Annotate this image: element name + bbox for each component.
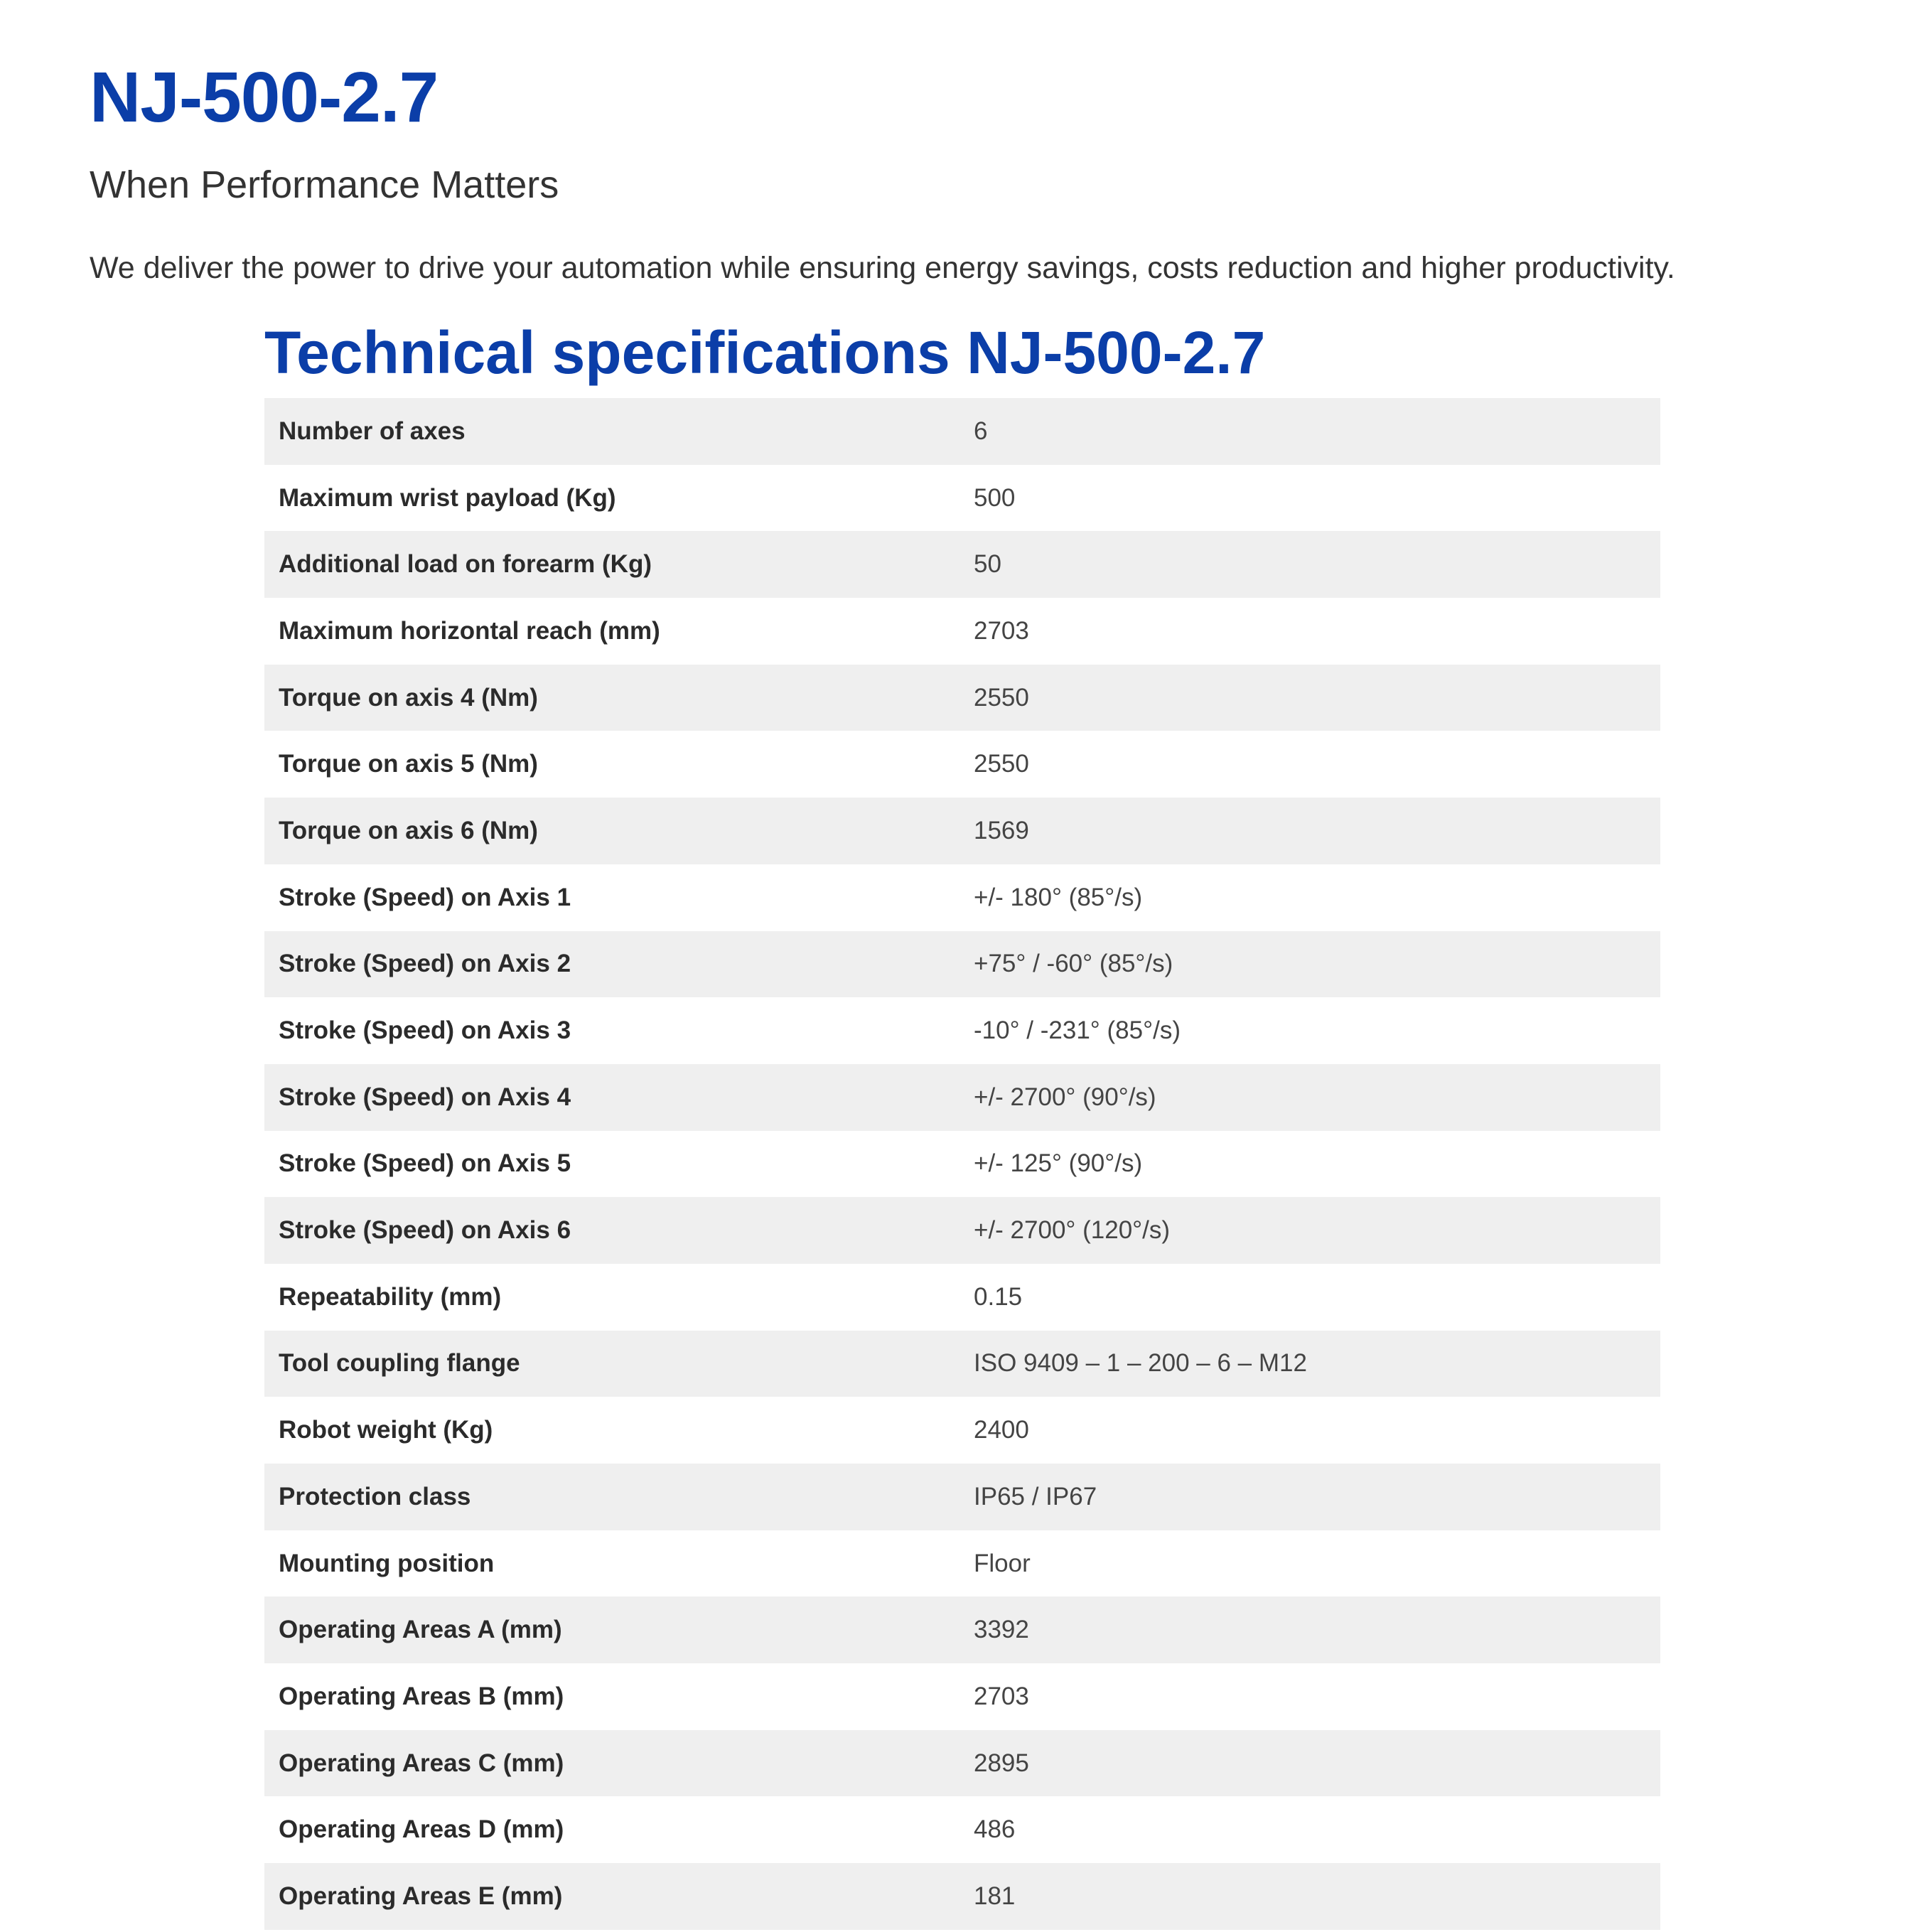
table-row [264, 1663, 1660, 1730]
spec-value: ISO 9409 – 1 – 200 – 6 – M12 [974, 1349, 1307, 1378]
table-row [264, 1530, 1660, 1597]
table-row [264, 1596, 1660, 1663]
table-row [264, 864, 1660, 931]
spec-label: Repeatability (mm) [279, 1282, 502, 1311]
spec-value: -10° / -231° (85°/s) [974, 1016, 1181, 1045]
spec-label: Stroke (Speed) on Axis 2 [279, 950, 571, 978]
table-row [264, 531, 1660, 598]
table-row [264, 1730, 1660, 1797]
spec-value: 2400 [974, 1416, 1029, 1444]
spec-label: Stroke (Speed) on Axis 5 [279, 1149, 571, 1178]
spec-label: Torque on axis 5 (Nm) [279, 750, 538, 778]
table-row [264, 398, 1660, 465]
spec-value: Floor [974, 1549, 1031, 1577]
product-title: NJ-500-2.7 [90, 58, 439, 137]
table-row [264, 598, 1660, 665]
spec-label: Stroke (Speed) on Axis 4 [279, 1083, 571, 1111]
table-row [264, 1796, 1660, 1863]
table-row [264, 798, 1660, 864]
spec-value: +75° / -60° (85°/s) [974, 950, 1173, 978]
spec-label: Torque on axis 6 (Nm) [279, 816, 538, 844]
spec-value: 50 [974, 550, 1001, 579]
spec-value: 500 [974, 483, 1016, 512]
spec-value: 486 [974, 1815, 1016, 1844]
spec-value: +/- 2700° (90°/s) [974, 1083, 1156, 1111]
table-row [264, 1131, 1660, 1198]
table-row [264, 1331, 1660, 1397]
spec-value: +/- 180° (85°/s) [974, 883, 1143, 911]
spec-value: 1569 [974, 816, 1029, 844]
table-row [264, 465, 1660, 532]
product-description: We deliver the power to drive your automation while ensuring energy savings, costs reduction and higher productivity. [90, 251, 1675, 285]
spec-label: Maximum horizontal reach (mm) [279, 616, 660, 645]
tagline: When Performance Matters [90, 163, 559, 206]
spec-value: +/- 2700° (120°/s) [974, 1216, 1171, 1245]
spec-value: 2895 [974, 1749, 1029, 1777]
spec-value: 181 [974, 1882, 1016, 1910]
spec-label: Protection class [279, 1482, 471, 1510]
spec-label: Operating Areas C (mm) [279, 1749, 564, 1777]
spec-label: Mounting position [279, 1549, 495, 1577]
spec-label: Operating Areas D (mm) [279, 1815, 564, 1844]
spec-value: +/- 125° (90°/s) [974, 1149, 1143, 1178]
table-row [264, 1464, 1660, 1530]
spec-label: Additional load on forearm (Kg) [279, 550, 652, 579]
spec-value: 3392 [974, 1616, 1029, 1644]
table-row [264, 1197, 1660, 1264]
table-row [264, 931, 1660, 998]
spec-label: Stroke (Speed) on Axis 6 [279, 1216, 571, 1245]
spec-label: Number of axes [279, 417, 466, 445]
table-row [264, 731, 1660, 798]
spec-value: IP65 / IP67 [974, 1482, 1097, 1510]
spec-label: Tool coupling flange [279, 1349, 520, 1378]
spec-label: Stroke (Speed) on Axis 1 [279, 883, 571, 911]
specs-heading: Technical specifications NJ-500-2.7 [264, 319, 1266, 386]
table-row [264, 997, 1660, 1064]
spec-value: 6 [974, 417, 988, 445]
table-row [264, 1397, 1660, 1464]
spec-label: Robot weight (Kg) [279, 1416, 493, 1444]
table-row [264, 1064, 1660, 1131]
spec-label: Operating Areas B (mm) [279, 1682, 564, 1710]
spec-label: Operating Areas A (mm) [279, 1616, 562, 1644]
spec-value: 2703 [974, 616, 1029, 645]
spec-value: 2550 [974, 683, 1029, 712]
spec-value: 0.15 [974, 1282, 1023, 1311]
table-row [264, 1264, 1660, 1331]
spec-value: 2550 [974, 750, 1029, 778]
spec-label: Operating Areas E (mm) [279, 1882, 563, 1910]
table-row [264, 665, 1660, 731]
spec-label: Torque on axis 4 (Nm) [279, 683, 538, 712]
specs-table [264, 398, 1660, 1930]
table-row [264, 1863, 1660, 1930]
spec-label: Stroke (Speed) on Axis 3 [279, 1016, 571, 1045]
spec-label: Maximum wrist payload (Kg) [279, 483, 616, 512]
spec-value: 2703 [974, 1682, 1029, 1710]
